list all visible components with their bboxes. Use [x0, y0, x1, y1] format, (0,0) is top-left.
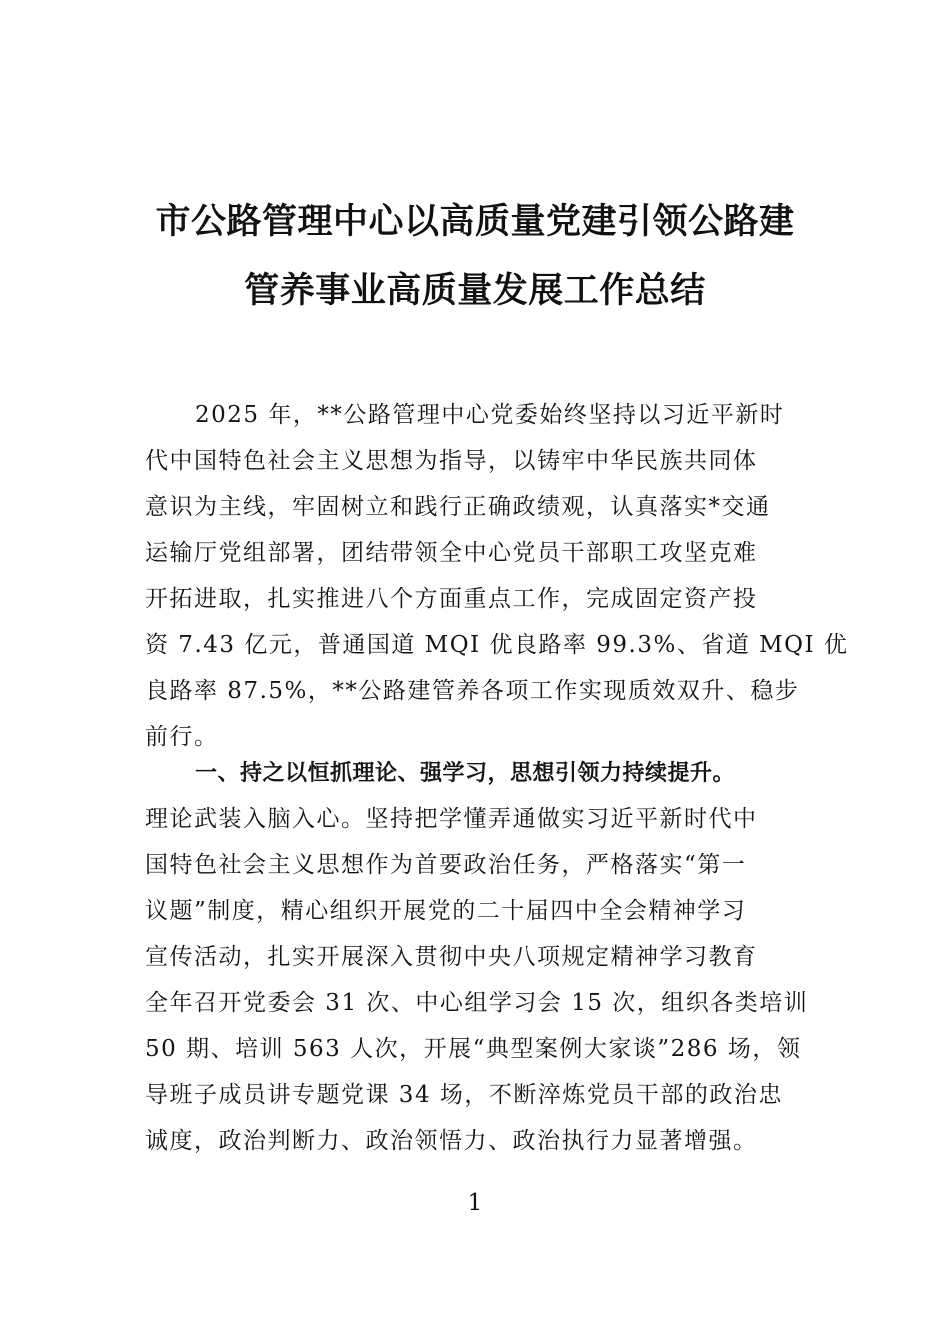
paragraph-1-line: 2025 年，**公路管理中心党委始终坚持以习近平新时	[195, 402, 785, 428]
paragraph-1-line: 意识为主线，牢固树立和践行正确政绩观，认真落实*交通	[145, 494, 771, 520]
document-title-line-1: 市公路管理中心以高质量党建引领公路建	[155, 202, 795, 242]
document-title-line-2: 管养事业高质量发展工作总结	[244, 271, 706, 311]
section-1-line: 理论武装入脑入心。坚持把学懂弄通做实习近平新时代中	[145, 806, 758, 832]
page-number: 1	[467, 1190, 483, 1216]
section-1-heading: 一、持之以恒抓理论、强学习，思想引领力持续提升。	[195, 761, 736, 786]
section-1-line: 全年召开党委会 31 次、中心组学习会 15 次，组织各类培训	[145, 990, 809, 1016]
paragraph-1-line: 资 7.43 亿元，普通国道 MQI 优良路率 99.3%、省道 MQI 优	[145, 632, 849, 658]
section-1-line: 导班子成员讲专题党课 34 场，不断淬炼党员干部的政治忠	[145, 1082, 783, 1108]
paragraph-1-line: 代中国特色社会主义思想为指导，以铸牢中华民族共同体	[145, 448, 758, 474]
paragraph-1-line: 良路率 87.5%，**公路建管养各项工作实现质效双升、稳步	[145, 678, 800, 704]
paragraph-1-line: 开拓进取，扎实推进八个方面重点工作，完成固定资产投	[145, 586, 758, 612]
section-1-line: 诚度，政治判断力、政治领悟力、政治执行力显著增强。	[145, 1128, 758, 1154]
paragraph-1-line: 运输厅党组部署，团结带领全中心党员干部职工攻坚克难	[145, 540, 758, 566]
paragraph-1-line: 前行。	[145, 724, 219, 750]
section-1-line: 50 期、培训 563 人次，开展“典型案例大家谈”286 场，领	[145, 1036, 802, 1062]
section-1-line: 议题”制度，精心组织开展党的二十届四中全会精神学习	[145, 898, 747, 924]
section-1-line: 国特色社会主义思想作为首要政治任务，严格落实“第一	[145, 852, 747, 878]
section-1-line: 宣传活动，扎实开展深入贯彻中央八项规定精神学习教育	[145, 944, 758, 970]
